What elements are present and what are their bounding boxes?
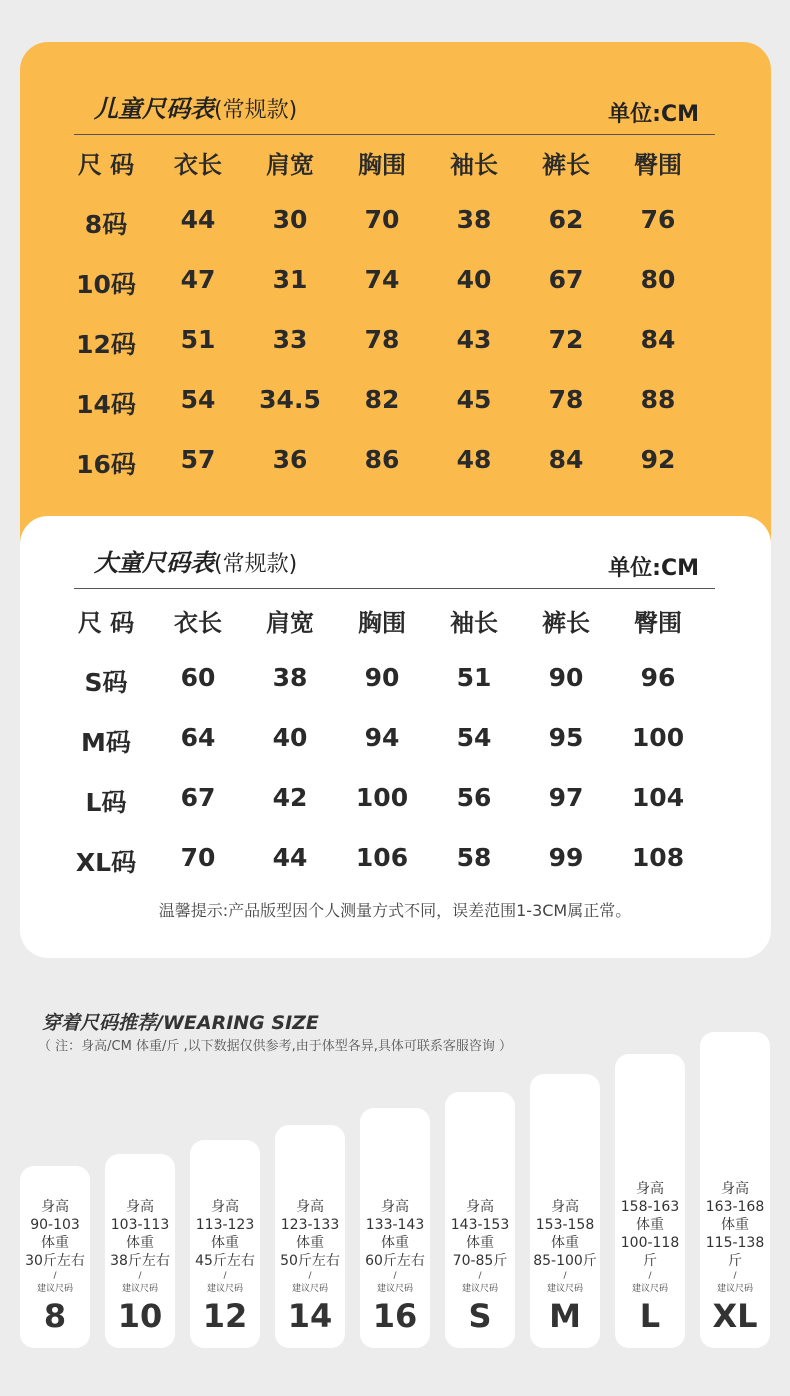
table-cell: 82 xyxy=(364,385,400,414)
divider-slash: / xyxy=(393,1271,397,1281)
column-header: 裤长 xyxy=(542,609,590,637)
height-label: 身高 xyxy=(721,1181,749,1197)
table-cell: 78 xyxy=(548,385,584,414)
table-cell: 108 xyxy=(631,843,685,872)
size-recommend-card xyxy=(20,1166,90,1348)
size-recommend-card xyxy=(275,1125,345,1348)
weight-label: 体重 xyxy=(466,1235,494,1251)
table-cell: 62 xyxy=(548,205,584,234)
column-header: 衣长 xyxy=(174,609,222,637)
table-cell: 90 xyxy=(548,663,584,692)
table-cell: 51 xyxy=(180,325,216,354)
height-range: 143-153 xyxy=(450,1217,510,1233)
table-cell: 94 xyxy=(364,723,400,752)
column-header: 尺 码 xyxy=(77,609,135,637)
recommended-size: 14 xyxy=(287,1297,333,1335)
table-cell: 48 xyxy=(456,445,492,474)
table-cell: 14码 xyxy=(76,390,136,419)
table-cell: 67 xyxy=(548,265,584,294)
table-row xyxy=(76,385,736,425)
column-header: 裤长 xyxy=(542,151,590,179)
weight-range: 60斤左右 xyxy=(365,1253,425,1269)
table-cell: 80 xyxy=(640,265,676,294)
table-cell: 47 xyxy=(180,265,216,294)
advice-label: 建议尺码 xyxy=(376,1284,413,1294)
table-cell: 95 xyxy=(548,723,584,752)
weight-range: 85-100斤 xyxy=(533,1253,597,1269)
column-header: 肩宽 xyxy=(266,151,314,179)
size-recommend-card xyxy=(700,1032,770,1348)
height-label: 身高 xyxy=(126,1199,154,1215)
column-header: 胸围 xyxy=(358,151,406,179)
height-range: 158-163 xyxy=(620,1199,680,1215)
height-range: 163-168 xyxy=(705,1199,765,1215)
advice-label: 建议尺码 xyxy=(716,1284,753,1294)
divider-slash: / xyxy=(563,1271,567,1281)
divider-slash: / xyxy=(733,1271,737,1281)
recommended-size: 12 xyxy=(202,1297,248,1335)
table-cell: 84 xyxy=(640,325,676,354)
height-label: 身高 xyxy=(381,1199,409,1215)
table-cell: 38 xyxy=(272,663,308,692)
divider-slash: / xyxy=(138,1271,142,1281)
table-cell: 34.5 xyxy=(259,385,321,414)
weight-range: 100-118斤 xyxy=(620,1235,680,1269)
weight-range: 115-138斤 xyxy=(705,1235,765,1269)
height-label: 身高 xyxy=(551,1199,579,1215)
column-header: 臀围 xyxy=(634,609,682,637)
size-recommend-card xyxy=(105,1154,175,1348)
table-cell: 78 xyxy=(364,325,400,354)
table-cell: 36 xyxy=(272,445,308,474)
weight-label: 体重 xyxy=(381,1235,409,1251)
advice-label: 建议尺码 xyxy=(461,1284,498,1294)
table-cell: 56 xyxy=(456,783,492,812)
height-label: 身高 xyxy=(41,1199,69,1215)
table-row xyxy=(76,843,736,883)
recommend-note: （ 注：身高/CM 体重/斤 ,以下数据仅供参考,由于体型各异,具体可联系客服咨询 ） xyxy=(38,1039,512,1054)
table-cell: 40 xyxy=(456,265,492,294)
size-recommend-card xyxy=(530,1074,600,1348)
divider-slash: / xyxy=(223,1271,227,1281)
divider-slash: / xyxy=(648,1271,652,1281)
table-cell: 74 xyxy=(364,265,400,294)
table-cell: 40 xyxy=(272,723,308,752)
height-range: 123-133 xyxy=(280,1217,340,1233)
size-recommend-card xyxy=(615,1054,685,1348)
size-recommend-card xyxy=(360,1108,430,1348)
recommended-size: S xyxy=(468,1297,492,1335)
table-cell: 104 xyxy=(631,783,685,812)
height-range: 103-113 xyxy=(110,1217,170,1233)
advice-label: 建议尺码 xyxy=(546,1284,583,1294)
height-label: 身高 xyxy=(636,1181,664,1197)
height-label: 身高 xyxy=(296,1199,324,1215)
recommended-size: 8 xyxy=(43,1297,67,1335)
table-cell: 100 xyxy=(355,783,409,812)
table-row xyxy=(76,325,736,365)
table-cell: 84 xyxy=(548,445,584,474)
table-cell: 57 xyxy=(180,445,216,474)
weight-label: 体重 xyxy=(296,1235,324,1251)
advice-label: 建议尺码 xyxy=(121,1284,158,1294)
table-cell: 72 xyxy=(548,325,584,354)
recommend-title: 穿着尺码推荐/WEARING SIZE xyxy=(42,1012,319,1034)
table-cell: 88 xyxy=(640,385,676,414)
advice-label: 建议尺码 xyxy=(36,1284,73,1294)
size-recommend-card xyxy=(190,1140,260,1348)
table-header-row xyxy=(76,603,736,643)
table-cell: 58 xyxy=(456,843,492,872)
kids-table-title: 儿童尺码表(常规款) xyxy=(94,95,298,123)
height-range: 133-143 xyxy=(365,1217,425,1233)
weight-label: 体重 xyxy=(721,1217,749,1233)
recommended-size: 10 xyxy=(117,1297,163,1335)
table-cell: 67 xyxy=(180,783,216,812)
height-range: 113-123 xyxy=(195,1217,255,1233)
table-cell: 42 xyxy=(272,783,308,812)
kids-table-header xyxy=(74,86,715,135)
table-cell: 45 xyxy=(456,385,492,414)
table-cell: 43 xyxy=(456,325,492,354)
weight-range: 50斤左右 xyxy=(280,1253,340,1269)
table-cell: 8码 xyxy=(84,210,128,239)
divider-slash: / xyxy=(53,1271,57,1281)
divider-slash: / xyxy=(308,1271,312,1281)
table-cell: 16码 xyxy=(76,450,136,479)
table-cell: L码 xyxy=(85,788,127,817)
table-cell: 92 xyxy=(640,445,676,474)
table-cell: 60 xyxy=(180,663,216,692)
height-label: 身高 xyxy=(466,1199,494,1215)
table-row xyxy=(76,205,736,245)
table-cell: M码 xyxy=(81,728,131,757)
table-cell: 70 xyxy=(364,205,400,234)
weight-label: 体重 xyxy=(551,1235,579,1251)
column-header: 尺 码 xyxy=(77,151,135,179)
column-header: 肩宽 xyxy=(266,609,314,637)
table-row xyxy=(76,783,736,823)
teen-table-unit: 单位:CM xyxy=(608,556,699,581)
recommended-size: L xyxy=(639,1297,661,1335)
table-row xyxy=(76,265,736,305)
table-cell: XL码 xyxy=(75,848,137,877)
table-cell: S码 xyxy=(84,668,128,697)
size-recommend-card xyxy=(445,1092,515,1348)
column-header: 臀围 xyxy=(634,151,682,179)
advice-label: 建议尺码 xyxy=(631,1284,668,1294)
weight-range: 30斤左右 xyxy=(25,1253,85,1269)
weight-label: 体重 xyxy=(636,1217,664,1233)
weight-range: 45斤左右 xyxy=(195,1253,255,1269)
weight-range: 70-85斤 xyxy=(452,1253,508,1269)
column-header: 衣长 xyxy=(174,151,222,179)
table-cell: 106 xyxy=(355,843,409,872)
table-row xyxy=(76,663,736,703)
table-cell: 86 xyxy=(364,445,400,474)
height-range: 90-103 xyxy=(30,1217,80,1233)
table-row xyxy=(76,445,736,485)
table-cell: 38 xyxy=(456,205,492,234)
table-cell: 44 xyxy=(272,843,308,872)
table-cell: 64 xyxy=(180,723,216,752)
table-cell: 10码 xyxy=(76,270,136,299)
table-cell: 99 xyxy=(548,843,584,872)
measurement-tip: 温馨提示:产品版型因个人测量方式不同，误差范围1-3CM属正常。 xyxy=(158,901,632,920)
column-header: 袖长 xyxy=(450,151,498,179)
table-cell: 30 xyxy=(272,205,308,234)
weight-label: 体重 xyxy=(126,1235,154,1251)
table-cell: 51 xyxy=(456,663,492,692)
table-cell: 70 xyxy=(180,843,216,872)
table-row xyxy=(76,723,736,763)
height-label: 身高 xyxy=(211,1199,239,1215)
table-cell: 31 xyxy=(272,265,308,294)
divider-slash: / xyxy=(478,1271,482,1281)
column-header: 胸围 xyxy=(358,609,406,637)
weight-label: 体重 xyxy=(211,1235,239,1251)
advice-label: 建议尺码 xyxy=(291,1284,328,1294)
table-cell: 97 xyxy=(548,783,584,812)
table-cell: 100 xyxy=(631,723,685,752)
column-header: 袖长 xyxy=(450,609,498,637)
recommended-size: M xyxy=(549,1297,581,1335)
kids-table-unit: 单位:CM xyxy=(608,102,699,127)
table-header-row xyxy=(76,145,736,185)
teen-table-header xyxy=(74,540,715,589)
table-cell: 54 xyxy=(180,385,216,414)
table-cell: 54 xyxy=(456,723,492,752)
advice-label: 建议尺码 xyxy=(206,1284,243,1294)
teen-table-title: 大童尺码表(常规款) xyxy=(94,549,298,577)
weight-label: 体重 xyxy=(41,1235,69,1251)
table-cell: 12码 xyxy=(76,330,136,359)
height-range: 153-158 xyxy=(535,1217,595,1233)
table-cell: 90 xyxy=(364,663,400,692)
table-cell: 33 xyxy=(272,325,308,354)
recommended-size: XL xyxy=(712,1297,758,1335)
recommended-size: 16 xyxy=(372,1297,418,1335)
weight-range: 38斤左右 xyxy=(110,1253,170,1269)
table-cell: 44 xyxy=(180,205,216,234)
table-cell: 76 xyxy=(640,205,676,234)
table-cell: 96 xyxy=(640,663,676,692)
